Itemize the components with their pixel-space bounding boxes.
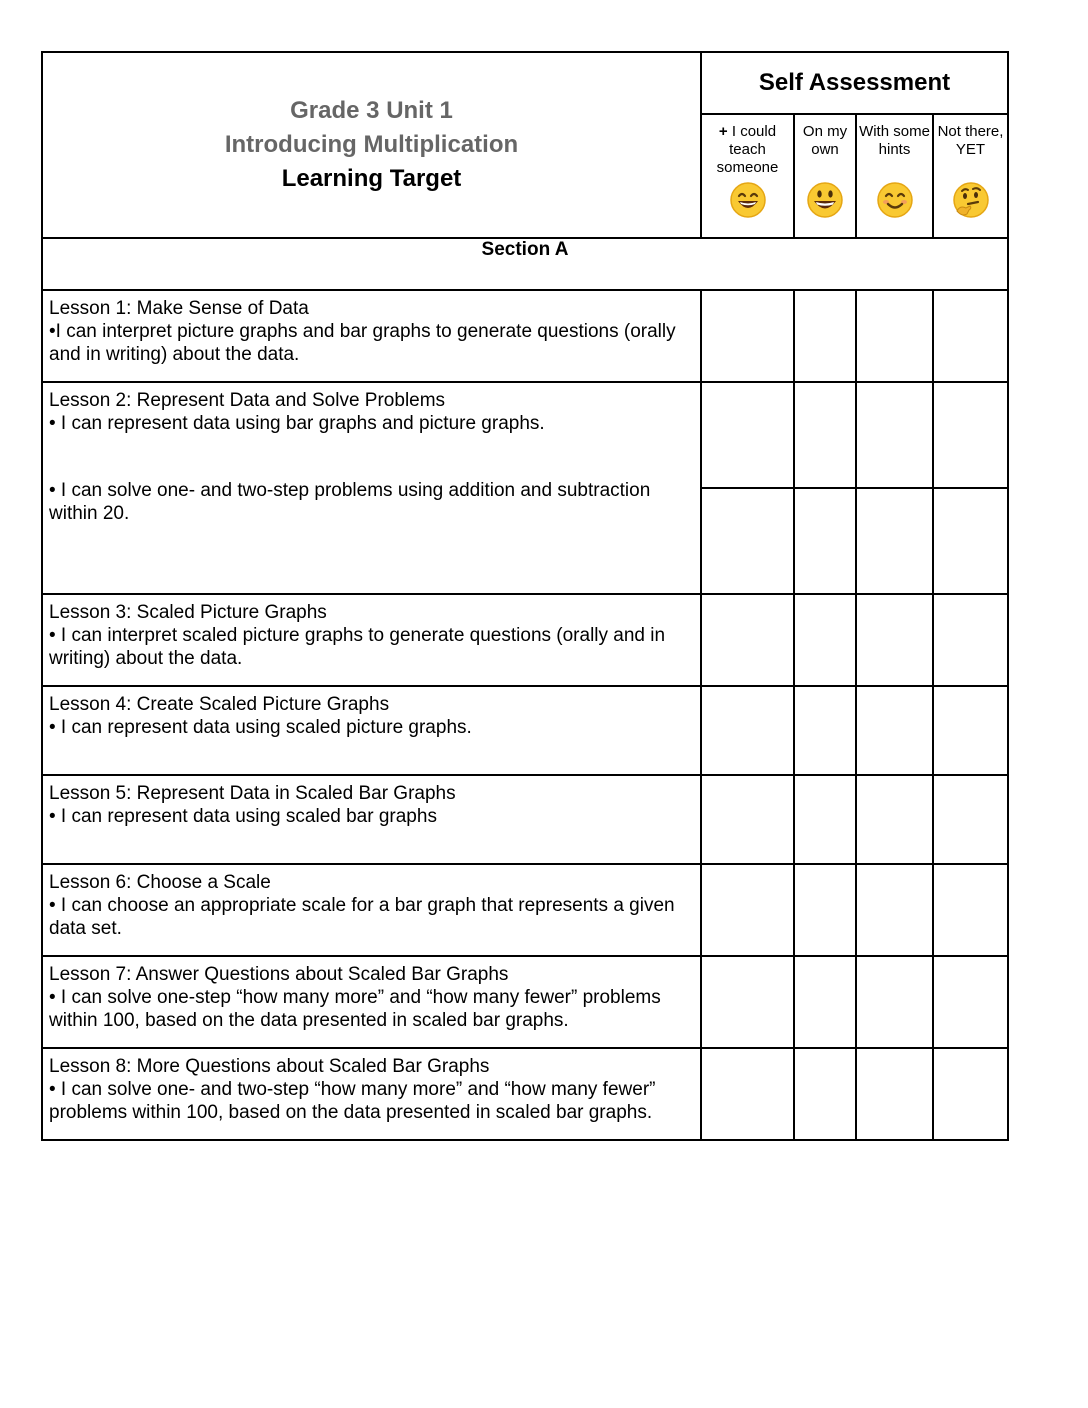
header-row-1 <box>42 52 1008 114</box>
lesson-2-cell <box>42 382 701 594</box>
lesson-target: • I can solve one- and two-step problems using addition and subtraction within 20. <box>49 480 651 524</box>
lesson-title: Lesson 6: Choose a Scale <box>49 872 271 893</box>
lesson-title: Lesson 1: Make Sense of Data <box>49 298 309 319</box>
lesson-row <box>42 382 1008 488</box>
lesson-target: • I can represent data using bar graphs and picture graphs. <box>49 413 545 434</box>
checkbox-cell[interactable] <box>701 686 794 775</box>
checkbox-cell[interactable] <box>856 686 933 775</box>
grinning-face-big-eyes-icon <box>806 181 844 224</box>
lesson-target: • I can interpret scaled picture graphs to generate questions (orally and in writing) about the data. <box>49 625 666 669</box>
lesson-title: Lesson 4: Create Scaled Picture Graphs <box>49 694 390 715</box>
lesson-target: •I can interpret picture graphs and bar graphs to generate questions (orally and in writing) about the data. <box>49 321 676 365</box>
checkbox-cell[interactable] <box>856 290 933 382</box>
checkbox-cell[interactable] <box>794 1048 856 1140</box>
checkbox-cell[interactable] <box>701 956 794 1048</box>
lesson-1-cell <box>42 290 701 382</box>
checkbox-cell[interactable] <box>856 864 933 956</box>
lesson-title: Lesson 7: Answer Questions about Scaled Bar Graphs <box>49 964 509 985</box>
checkbox-cell[interactable] <box>794 290 856 382</box>
lesson-title: Lesson 8: More Questions about Scaled Bar Graphs <box>49 1056 490 1077</box>
checkbox-cell[interactable] <box>933 956 1008 1048</box>
checkbox-cell[interactable] <box>933 594 1008 686</box>
lesson-target: • I can choose an appropriate scale for a bar graph that represents a given data set. <box>49 895 675 939</box>
checkbox-cell[interactable] <box>701 775 794 864</box>
checkbox-cell[interactable] <box>856 1048 933 1140</box>
section-heading: Section A <box>42 238 1008 290</box>
checkbox-cell[interactable] <box>856 488 933 594</box>
lesson-7-cell <box>42 956 701 1048</box>
column-on-my-own <box>794 114 856 238</box>
lesson-target: • I can represent data using scaled bar graphs <box>49 806 437 827</box>
checkbox-cell[interactable] <box>794 956 856 1048</box>
lesson-row <box>42 956 1008 1048</box>
checkbox-cell[interactable] <box>701 382 794 488</box>
lesson-row <box>42 594 1008 686</box>
checkbox-cell[interactable] <box>933 775 1008 864</box>
lesson-5-cell <box>42 775 701 864</box>
lesson-target: • I can represent data using scaled picture graphs. <box>49 717 472 738</box>
grinning-face-smiling-eyes-icon <box>729 181 767 224</box>
checkbox-cell[interactable] <box>794 594 856 686</box>
checkbox-cell[interactable] <box>933 686 1008 775</box>
lesson-row <box>42 775 1008 864</box>
checkbox-cell[interactable] <box>856 775 933 864</box>
lesson-row <box>42 290 1008 382</box>
lesson-6-cell <box>42 864 701 956</box>
lesson-row <box>42 1048 1008 1140</box>
checkbox-cell[interactable] <box>794 488 856 594</box>
lesson-target: • I can solve one-step “how many more” and “how many fewer” problems within 100, based on the data presented in scaled bar graphs. <box>49 987 661 1031</box>
lesson-4-cell <box>42 686 701 775</box>
checkbox-cell[interactable] <box>933 290 1008 382</box>
checkbox-cell[interactable] <box>701 594 794 686</box>
checkbox-cell[interactable] <box>794 382 856 488</box>
lesson-row <box>42 686 1008 775</box>
checkbox-cell[interactable] <box>856 382 933 488</box>
checkbox-cell[interactable] <box>701 864 794 956</box>
plus-sign: + <box>718 123 728 140</box>
smiling-face-icon <box>876 181 914 224</box>
checkbox-cell[interactable] <box>933 382 1008 488</box>
column-label: Not there, YET <box>937 123 1004 158</box>
column-label: On my own <box>802 123 848 158</box>
lesson-target: • I can solve one- and two-step “how many more” and “how many fewer” problems within 100, based on the data presented in scaled bar graphs. <box>49 1079 656 1123</box>
checkbox-cell[interactable] <box>933 488 1008 594</box>
lesson-title: Lesson 2: Represent Data and Solve Problems <box>49 390 446 411</box>
checkbox-cell[interactable] <box>794 864 856 956</box>
learning-target-table <box>41 51 1009 1141</box>
thinking-face-icon <box>952 181 990 224</box>
column-with-some-hints <box>856 114 933 238</box>
lesson-title: Lesson 3: Scaled Picture Graphs <box>49 602 327 623</box>
title-cell <box>42 52 701 238</box>
self-assessment-heading: Self Assessment <box>701 52 1008 114</box>
grade-unit-title: Grade 3 Unit 1 <box>290 97 453 124</box>
column-not-there-yet <box>933 114 1008 238</box>
learning-target-heading: Learning Target <box>281 165 462 192</box>
checkbox-cell[interactable] <box>856 956 933 1048</box>
checkbox-cell[interactable] <box>701 290 794 382</box>
checkbox-cell[interactable] <box>701 488 794 594</box>
column-label: With some hints <box>859 123 930 158</box>
checkbox-cell[interactable] <box>856 594 933 686</box>
checkbox-cell[interactable] <box>933 1048 1008 1140</box>
checkbox-cell[interactable] <box>701 1048 794 1140</box>
checkbox-cell[interactable] <box>933 864 1008 956</box>
checkbox-cell[interactable] <box>794 775 856 864</box>
lesson-3-cell <box>42 594 701 686</box>
column-teach-someone <box>701 114 794 238</box>
column-label: I could teach someone <box>716 123 779 176</box>
checkbox-cell[interactable] <box>794 686 856 775</box>
section-row <box>42 238 1008 290</box>
lesson-8-cell <box>42 1048 701 1140</box>
unit-title: Introducing Multiplication <box>224 131 519 158</box>
lesson-title: Lesson 5: Represent Data in Scaled Bar Graphs <box>49 783 456 804</box>
lesson-row <box>42 864 1008 956</box>
